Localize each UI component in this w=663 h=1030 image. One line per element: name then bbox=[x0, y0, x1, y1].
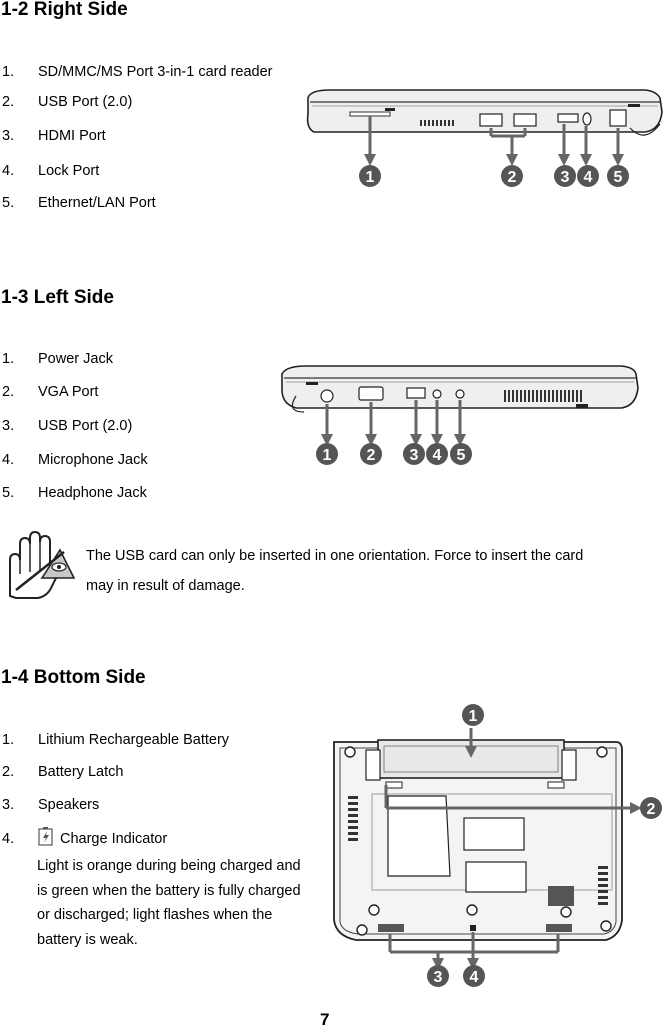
page-number: 7 bbox=[320, 1010, 330, 1029]
list-item-number: 1. bbox=[2, 732, 15, 748]
laptop-right-side-illustration bbox=[308, 90, 662, 135]
callout-3: 3 bbox=[560, 169, 570, 186]
list-item-text: Headphone Jack bbox=[38, 485, 147, 501]
list-item-text: Charge Indicator bbox=[60, 831, 168, 847]
callout-3: 3 bbox=[409, 447, 419, 464]
callout-1: 1 bbox=[365, 169, 375, 186]
callout-5: 5 bbox=[456, 447, 466, 464]
callout-4: 4 bbox=[469, 969, 479, 986]
battery-charge-icon bbox=[37, 826, 55, 846]
list-item-text: HDMI Port bbox=[38, 128, 106, 144]
list-item-number: 2. bbox=[2, 764, 15, 780]
list-item-number: 3. bbox=[2, 418, 15, 434]
callout-badges bbox=[316, 443, 472, 465]
callout-2: 2 bbox=[366, 447, 376, 464]
list-item-text: USB Port (2.0) bbox=[38, 94, 133, 110]
callout-5: 5 bbox=[613, 169, 623, 186]
list-item-number: 1. bbox=[2, 351, 15, 367]
list-item-number: 4. bbox=[2, 452, 15, 468]
list-item-number: 3. bbox=[2, 128, 15, 144]
left-side-diagram bbox=[276, 360, 642, 470]
callout-4: 4 bbox=[432, 447, 442, 464]
callout-3: 3 bbox=[433, 969, 443, 986]
list-item-number: 5. bbox=[2, 195, 15, 211]
list-item-text: Lithium Rechargeable Battery bbox=[38, 732, 230, 748]
list-item-number: 1. bbox=[2, 64, 15, 80]
callout-1: 1 bbox=[322, 447, 332, 464]
callout-badges bbox=[359, 165, 629, 187]
callout-4: 4 bbox=[583, 169, 593, 186]
list-item-text: VGA Port bbox=[38, 384, 99, 400]
callout-1: 1 bbox=[468, 708, 478, 725]
callout-2: 2 bbox=[507, 169, 517, 186]
list-item-number: 2. bbox=[2, 94, 15, 110]
list-item-text: Lock Port bbox=[38, 163, 100, 179]
list-item-text: Speakers bbox=[38, 797, 100, 813]
warning-text-line-1: The USB card can only be inserted in one orientation. Force to insert the card bbox=[86, 548, 584, 564]
section-heading-bottom-side: 1-4 Bottom Side bbox=[1, 667, 146, 688]
caution-hand-icon bbox=[2, 530, 78, 602]
list-item-number: 5. bbox=[2, 485, 15, 501]
list-item-text: Ethernet/LAN Port bbox=[38, 195, 156, 211]
list-item-number: 3. bbox=[2, 797, 15, 813]
list-item-number: 4. bbox=[2, 831, 15, 847]
warning-text-line-2: may in result of damage. bbox=[86, 578, 245, 594]
list-item-number: 2. bbox=[2, 384, 15, 400]
right-side-diagram bbox=[300, 84, 663, 194]
laptop-bottom-illustration bbox=[334, 740, 622, 940]
section-heading-right-side: 1-2 Right Side bbox=[1, 0, 128, 20]
list-item-text: USB Port (2.0) bbox=[38, 418, 133, 434]
charge-indicator-description: Light is orange during being charged and is green when the battery is fully charged or discharged; light flashes when the battery is weak. bbox=[37, 858, 301, 948]
list-item-text: Microphone Jack bbox=[38, 452, 148, 468]
section-heading-left-side: 1-3 Left Side bbox=[1, 287, 114, 308]
list-item-text: Power Jack bbox=[38, 351, 113, 367]
list-item-text: SD/MMC/MS Port 3-in-1 card reader bbox=[38, 64, 273, 80]
callout-2: 2 bbox=[646, 801, 656, 818]
list-item-text: Battery Latch bbox=[38, 764, 124, 780]
bottom-side-diagram bbox=[326, 700, 663, 990]
list-item-number: 4. bbox=[2, 163, 15, 179]
